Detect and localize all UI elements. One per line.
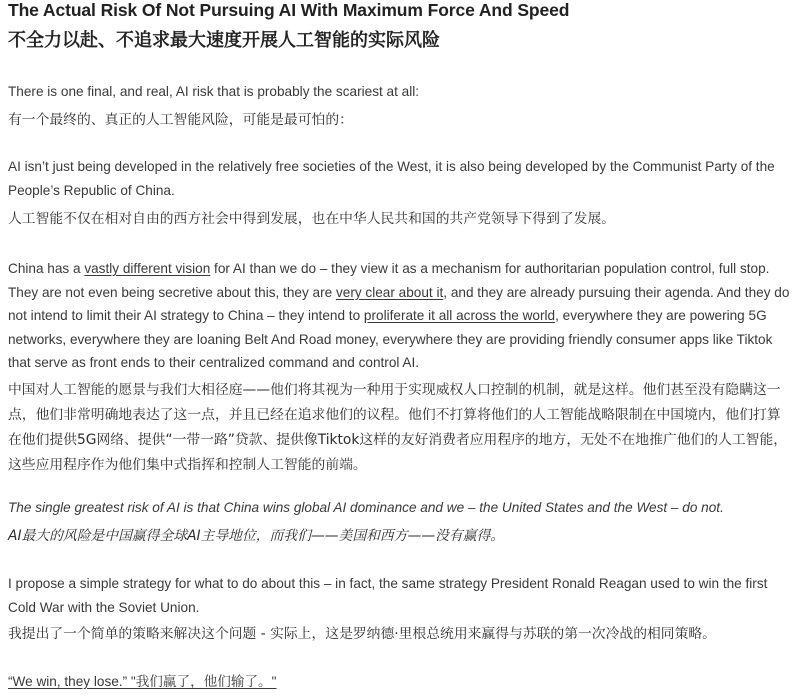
text-segment: for AI than we do – they view it as a mechanism for authoritarian population control, full stop. They are not even being secretive about this, they are <box>8 261 770 300</box>
link-proliferate-it-all-across-the-world[interactable]: proliferate it all across the world <box>363 308 556 323</box>
paragraph-quote <box>8 670 792 694</box>
link-we-win-they-lose[interactable]: “We win, they lose.” "我们赢了，他们输了。" <box>8 674 277 689</box>
paragraph-intro-en: There is one final, and real, AI risk that is probably the scariest at all: <box>8 84 420 99</box>
paragraph-greatest-risk-zh: AI最大的风险是中国赢得全球AI主导地位，而我们——美国和西方——没有赢得。 <box>8 528 505 544</box>
section-title-en: The Actual Risk Of Not Pursuing AI With Maximum Force And Speed <box>8 0 570 20</box>
text-segment: , and they are already pursuing their agenda. And they do not intend to limit their AI strategy to China – they intend to <box>8 284 790 323</box>
section-title-zh: 不全力以赴、不追求最大速度开展人工智能的实际风险 <box>8 30 440 51</box>
text-segment: , everywhere they are powering 5G networks, everywhere they are loaning Belt And Road money, everywhere they are providing friendly consumer apps like Tiktok that serve as front ends to their centralized command and control AI. <box>8 308 773 370</box>
link-very-clear-about-it[interactable]: very clear about it <box>335 284 444 300</box>
paragraph-china-development-zh: 人工智能不仅在相对自由的西方社会中得到发展，也在中华人民共和国的共产党领导下得到了发展。 <box>8 211 616 227</box>
paragraph-strategy-en: I propose a simple strategy for what to do about this – in fact, the same strategy President Ronald Reagan used to win the first Cold War with the Soviet Union. <box>8 576 768 615</box>
paragraph-greatest-risk-en: The single greatest risk of AI is that China wins global AI dominance and we – the United States and the West – do not. <box>8 500 724 515</box>
link-vastly-different-vision[interactable]: vastly different vision <box>84 261 211 276</box>
paragraph-strategy-zh: 我提出了一个简单的策略来解决这个问题 - 实际上，这是罗纳德·里根总统用来赢得与苏联的第一次冷战的相同策略。 <box>8 626 716 642</box>
paragraph-china-vision-zh: 中国对人工智能的愿景与我们大相径庭——他们将其视为一种用于实现威权人口控制的机制，就是这样。他们甚至没有隐瞒这一点，他们非常明确地表达了这一点，并且已经在追求他们的议程。他们不打算将他们的人工智能战略限制在中国境内，他们打算在他们提供5G网络、提供“一带一路”贷款、提供像Tiktok这样的友好消费者应用程序的地方，无处不在地推广他们的人工智能，这些应用程序作为他们集中式指挥和控制人工智能的前端。 <box>8 382 788 473</box>
paragraph-china-vision-en <box>8 257 792 375</box>
paragraph-intro-zh: 有一个最终的、真正的人工智能风险，可能是最可怕的： <box>8 112 353 128</box>
text-segment: China has a <box>8 261 85 276</box>
paragraph-china-development-en: AI isn’t just being developed in the relatively free societies of the West, it is also being developed by the Communist Party of the People’s Republic of China. <box>8 159 775 198</box>
